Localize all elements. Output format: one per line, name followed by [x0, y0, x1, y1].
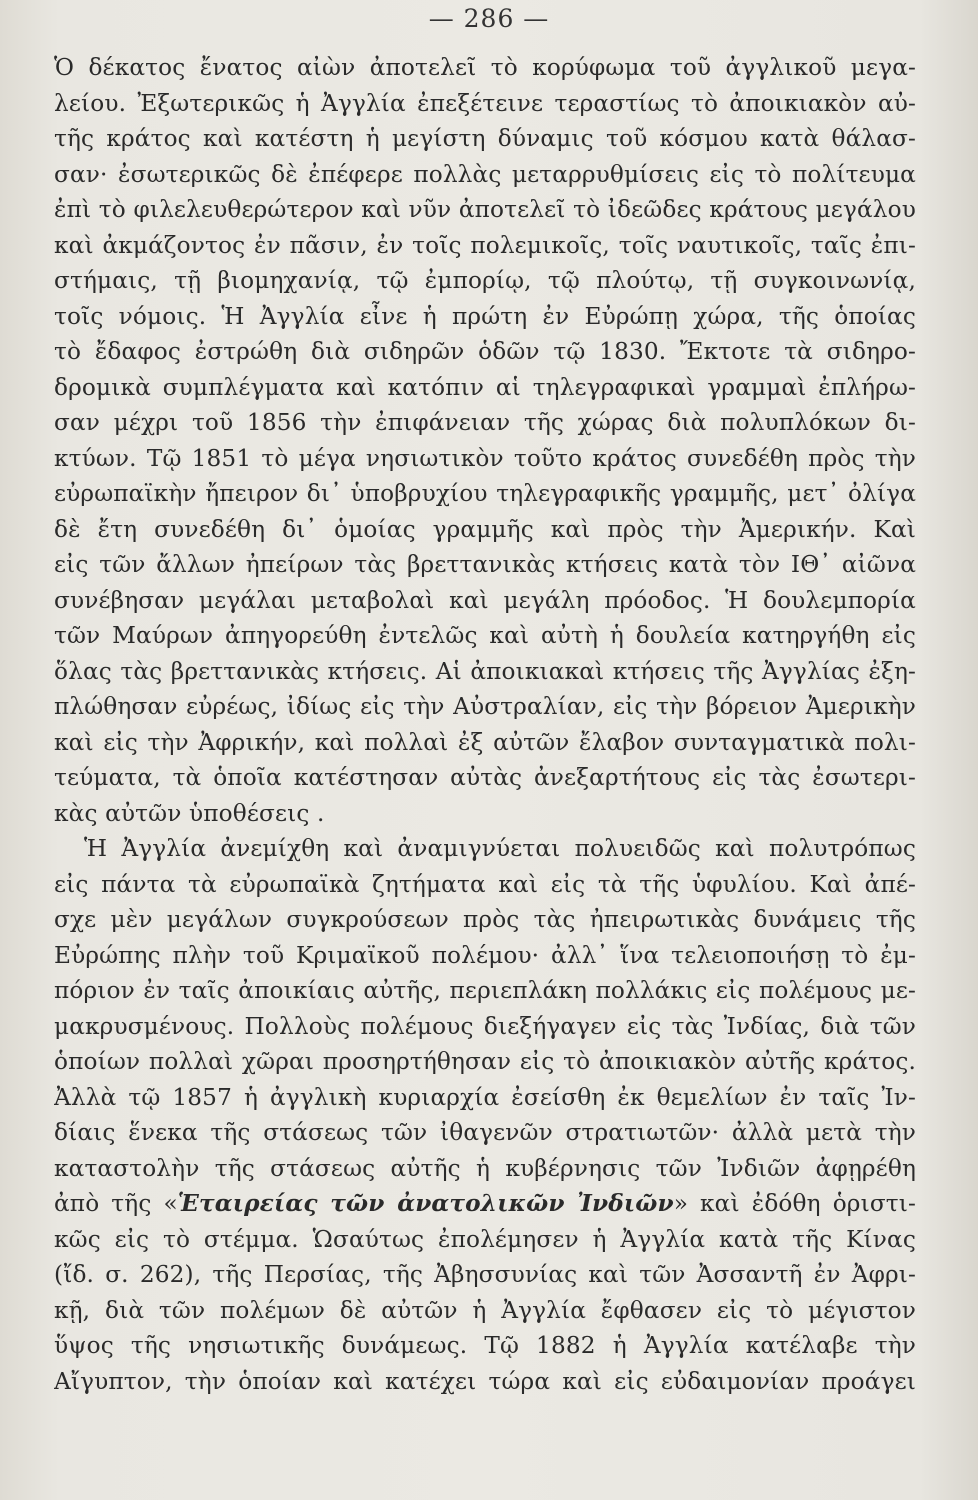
text-line: κτύων. Τῷ 1851 τὸ μέγα νησιωτικὸν τοῦτο κράτος συνεδέθη πρὸς τὴν — [54, 444, 916, 472]
text-line: εἰς τῶν ἄλλων ἠπείρων τὰς βρεττανικὰς κτήσεις κατὰ τὸν ΙΘ᾽ αἰῶνα — [54, 551, 916, 578]
text-line: τεύματα, τὰ ὁποῖα κατέστησαν αὐτὰς ἀνεξαρτήτους εἰς τὰς ἐσωτερι- — [54, 764, 916, 791]
text-segment: ἀπὸ τῆς « — [54, 1190, 178, 1217]
text-line: τοῖς νόμοις. Ἡ Ἀγγλία εἶνε ἡ πρώτη ἐν Εὐρώπῃ χώρα, τῆς ὁποίας — [54, 302, 916, 330]
text-line: συνέβησαν μεγάλαι μεταβολαὶ καὶ μεγάλη πρόοδος. Ἡ δουλεμπορία — [54, 586, 916, 614]
text-line: καταστολὴν τῆς στάσεως αὐτῆς ἡ κυβέρνησις τῶν Ἰνδιῶν ἀφῃρέθη — [54, 1154, 916, 1182]
text-line: Ὁ δέκατος ἔνατος αἰὼν ἀποτελεῖ τὸ κορύφωμα τοῦ ἀγγλικοῦ μεγα- — [54, 54, 916, 81]
text-line: πόριον ἐν ταῖς ἀποικίαις αὐτῆς, περιεπλάκη πολλάκις εἰς πολέμους με- — [54, 977, 916, 1004]
text-line: ἐπὶ τὸ φιλελευθερώτερον καὶ νῦν ἀποτελεῖ τὸ ἰδεῶδες κράτους μεγάλου — [54, 196, 916, 223]
text-line: μακρυσμένους. Πολλοὺς πολέμους διεξήγαγεν εἰς τὰς Ἰνδίας, διὰ τῶν — [54, 1012, 916, 1040]
text-line: καὶ ἀκμάζοντος ἐν πᾶσιν, ἐν τοῖς πολεμικοῖς, τοῖς ναυτικοῖς, ταῖς ἐπι- — [54, 231, 916, 259]
text-line: τὸ ἔδαφος ἐστρώθη διὰ σιδηρῶν ὁδῶν τῷ 1830. Ἔκτοτε τὰ σιδηρο- — [54, 338, 916, 365]
text-line: εὐρωπαϊκὴν ἤπειρον δι᾽ ὑποβρυχίου τηλεγραφικῆς γραμμῆς, μετ᾽ ὀλίγα — [54, 480, 916, 507]
text-line: ὅλας τὰς βρεττανικὰς κτήσεις. Αἱ ἀποικιακαὶ κτήσεις τῆς Ἀγγλίας ἐξη- — [54, 657, 916, 685]
text-line: τῶν Μαύρων ἀπηγορεύθη ἐντελῶς καὶ αὐτὴ ἡ δουλεία κατηργήθη εἰς — [54, 622, 916, 649]
text-line: κῇ, διὰ τῶν πολέμων δὲ αὐτῶν ἡ Ἀγγλία ἔφθασεν εἰς τὸ μέγιστον — [54, 1296, 916, 1324]
text-line-with-emphasis — [54, 1186, 916, 1222]
paragraph-end-line: κὰς αὐτῶν ὑποθέσεις . — [54, 799, 325, 827]
text-line: τῆς κράτος καὶ κατέστη ἡ μεγίστη δύναμις τοῦ κόσμου κατὰ θάλασ- — [54, 125, 916, 152]
text-segment: » καὶ ἐδόθη ὁριστι- — [673, 1190, 916, 1217]
text-line: Εὐρώπης πλὴν τοῦ Κριμαϊκοῦ πολέμου· ἀλλ᾽ ἵνα τελειοποιήσῃ τὸ ἐμ- — [54, 941, 916, 969]
text-line: δὲ ἔτη συνεδέθη δι᾽ ὁμοίας γραμμῆς καὶ πρὸς τὴν Ἀμερικήν. Καὶ — [54, 515, 916, 543]
text-line: Ἀλλὰ τῷ 1857 ἡ ἀγγλικὴ κυριαρχία ἐσείσθη ἐκ θεμελίων ἐν ταῖς Ἰν- — [54, 1083, 916, 1111]
text-line: λείου. Ἐξωτερικῶς ἡ Ἀγγλία ἐπεξέτεινε τεραστίως τὸ ἀποικιακὸν αὐ- — [54, 89, 916, 117]
text-line: ὕψος τῆς νησιωτικῆς δυνάμεως. Τῷ 1882 ἡ Ἀγγλία κατέλαβε τὴν — [54, 1332, 916, 1359]
text-line: πλώθησαν εὐρέως, ἰδίως εἰς τὴν Αὐστραλίαν, εἰς τὴν βόρειον Ἀμερικὴν — [54, 693, 916, 720]
text-line: ὁποίων πολλαὶ χῶραι προσηρτήθησαν εἰς τὸ ἀποικιακὸν αὐτῆς κράτος. — [54, 1048, 916, 1075]
body-text — [54, 50, 916, 1399]
company-name-emphasis: Ἑταιρείας τῶν ἀνατολικῶν Ἰνδιῶν — [177, 1190, 674, 1217]
paragraph-start-line: Ἡ Ἀγγλία ἀνεμίχθη καὶ ἀναμιγνύεται πολυειδῶς καὶ πολυτρόπως — [84, 835, 916, 862]
text-line: (ἴδ. σ. 262), τῆς Περσίας, τῆς Ἀβησσυνίας καὶ τῶν Ἀσσαντῆ ἐν Ἀφρι- — [54, 1261, 916, 1288]
text-line: εἰς πάντα τὰ εὐρωπαϊκὰ ζητήματα καὶ εἰς τὰ τῆς ὑφυλίου. Καὶ ἀπέ- — [54, 870, 916, 898]
text-line: Αἴγυπτον, τὴν ὁποίαν καὶ κατέχει τώρα καὶ εἰς εὐδαιμονίαν προάγει — [54, 1367, 916, 1395]
text-line: δίαις ἕνεκα τῆς στάσεως τῶν ἰθαγενῶν στρατιωτῶν· ἀλλὰ μετὰ τὴν — [54, 1119, 916, 1146]
text-line: σαν· ἐσωτερικῶς δὲ ἐπέφερε πολλὰς μεταρρυθμίσεις εἰς τὸ πολίτευμα — [54, 160, 916, 188]
text-line: σαν μέχρι τοῦ 1856 τὴν ἐπιφάνειαν τῆς χώρας διὰ πολυπλόκων δι- — [54, 409, 916, 436]
text-line: καὶ εἰς τὴν Ἀφρικήν, καὶ πολλαὶ ἐξ αὐτῶν ἔλαβον συνταγματικὰ πολι- — [54, 728, 916, 756]
text-line: δρομικὰ συμπλέγματα καὶ κατόπιν αἱ τηλεγραφικαὶ γραμμαὶ ἐπλήρω- — [54, 373, 916, 401]
text-line: στήμαις, τῇ βιομηχανίᾳ, τῷ ἐμπορίῳ, τῷ πλούτῳ, τῇ συγκοινωνίᾳ, — [54, 267, 916, 294]
text-line: κῶς εἰς τὸ στέμμα. Ὡσαύτως ἐπολέμησεν ἡ Ἀγγλία κατὰ τῆς Κίνας — [54, 1225, 916, 1253]
page-number: — 286 — — [428, 4, 550, 33]
text-line: σχε μὲν μεγάλων συγκρούσεων πρὸς τὰς ἠπειρωτικὰς δυνάμεις τῆς — [54, 906, 916, 933]
